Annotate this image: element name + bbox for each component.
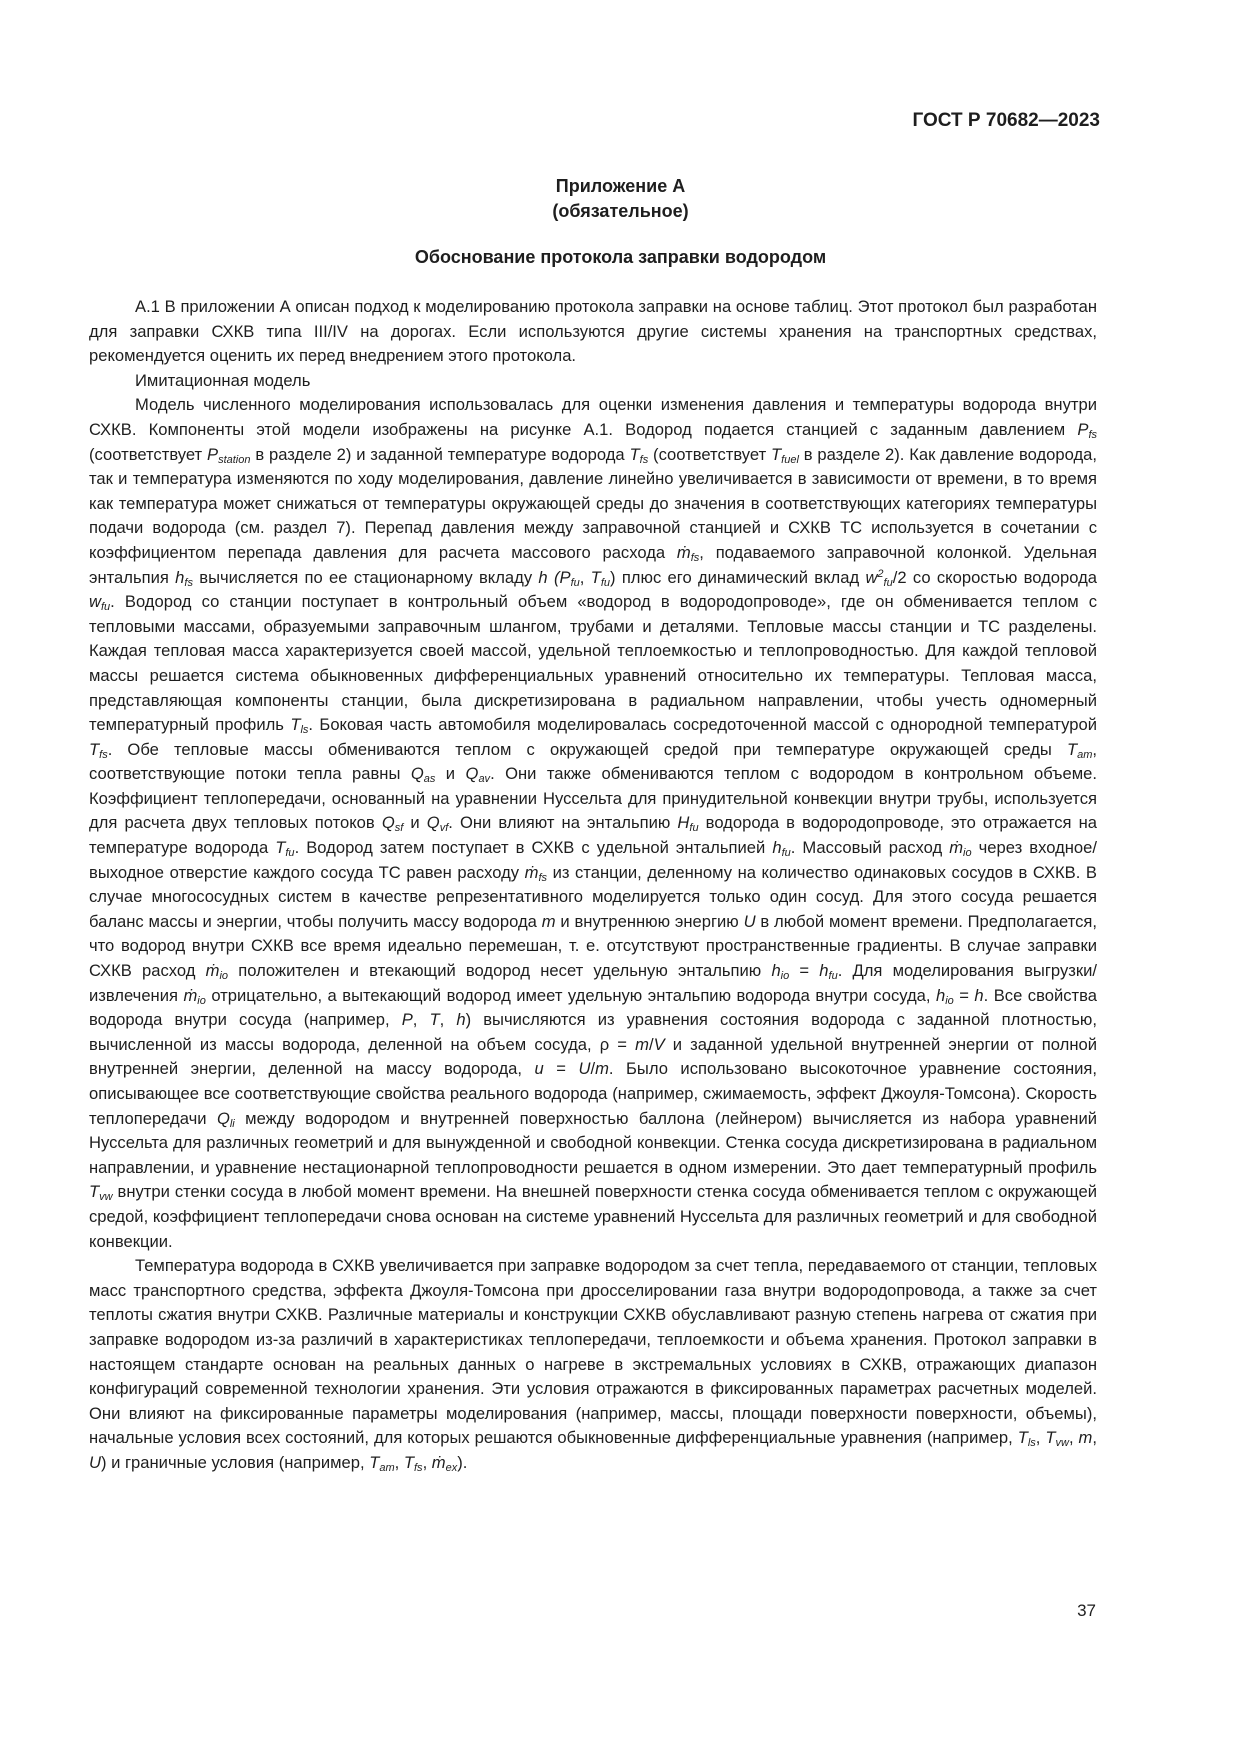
standard-id: ГОСТ Р 70682—2023 (912, 110, 1100, 131)
paragraph: А.1 В приложении А описан подход к моделированию протокола заправки на основе таблиц. Этот протокол был разработан для заправки СХКВ типа III/IV на дорогах. Если используются другие системы хранения на транспортных средствах, рекомендуется оценить их перед внедрением этого протокола. (89, 297, 1097, 366)
page-number: 37 (1077, 1601, 1096, 1620)
appendix-title: Приложение А (555, 176, 686, 196)
body-text (89, 295, 1097, 1476)
section-title: Обоснование протокола заправки водородом (414, 247, 827, 267)
paragraph: Модель численного моделирования использовалась для оценки изменения давления и температуры водорода внутри СХКВ. Компоненты этой модели изображены на рисунке А.1. Водород подается станцией с заданным давлением $P_{fs}$ (соответствует $P_{station}$ в разделе 2) и заданной температуре водорода $T_{fs}$ (соответствует $T_{fuel}$ в разделе 2). Как давление водорода, так и температура изменяются по ходу моделирования, давление линейно увеличивается в зависимости от времени, в то время как температура может снижаться от температуры окружающей среды до значения в соответствующих категориях температуры подачи водорода (см. раздел 7). Перепад давления между заправочной станцией и СХКВ ТС используется в сочетании с коэффициентом перепада давления для расчета массового расхода ṁ$_{fs}$, подаваемого заправочной колонкой. Удельная энтальпия $h_{fs}$ вычисляется по ее стационарному вкладу h ($P_{fu}$, $T_{fu}$) плюс его динамический вклад $w^2_{fu}/2$ со скоростью водорода $w_{fu}$. Водород со станции поступает в контрольный объем «водород в водородопроводе», где он обменивается теплом с тепловыми массами, образуемыми заправочным шлангом, трубами и деталями. Тепловые массы станции и ТС разделены. Каждая тепловая масса характеризуется своей массой, удельной теплоемкостью и теплопроводностью. Для каждой тепловой массы решается система обыкновенных дифференциальных уравнений относительно их температуры. Тепловая масса, представляющая компоненты станции, была дискретизирована в радиальном направлении, чтобы учесть одномерный температурный профиль $T_{ls}$. Боковая часть автомобиля моделировалась сосредоточенной массой с однородной температурой $T_{fs}$. Обе тепловые массы обмениваются теплом с окружающей средой при температуре окружающей среды $T_{am}$, соответствующие потоки тепла равны $Q_{as}$ и $Q_{av}$. Они также обмениваются теплом с водородом в контрольном объеме. Коэффициент теплопередачи, основанный на уравнении Нуссельта для принудительной конвекции внутри трубы, используется для расчета двух тепловых потоков $Q_{sf}$ и $Q_{vf}$. Они влияют на энтальпию $H_{fu}$ водорода в водородопроводе, это отражается на температуре водорода $T_{fu}$. Водород затем поступает в СХКВ с удельной энтальпией $h_{fu}$. Массовый расход ṁ$_{io}$ через входное/выходное отверстие каждого сосуда ТС равен расходу ṁ$_{fs}$ из станции, деленному на количество одинаковых сосудов в СХКВ. В случае многососудных систем в качестве репрезентативного моделируется только один сосуд. Для этого сосуда решается баланс массы и энергии, чтобы получить массу водорода m и внутреннюю энергию U в любой момент времени. Предполагается, что водород внутри СХКВ все время идеально перемешан, т. е. отсутствуют пространственные градиенты. В случае заправки СХКВ расход ṁ$_{io}$ положителен и втекающий водород несет удельную энтальпию $h_{io} = h_{fu}$. Для моделирования выгрузки/извлечения ṁ$_{io}$ отрицательно, а вытекающий водород имеет удельную энтальпию водорода внутри сосуда, $h_{io} = h$. Все свойства водорода внутри сосуда (например, P, T, h) вычисляются из уравнения состояния водорода с заданной плотностью, вычисленной из массы водорода, деленной на объем сосуда, ρ = m/V и заданной удельной внутренней энергии от полной внутренней энергии, деленной на массу водорода, u = U/m. Было использовано высокоточное уравнение состояния, описывающее все соответствующие свойства реального водорода (например, сжимаемость, эффект Джоуля-Томсона). Скорость теплопередачи $Q_{li}$ между водородом и внутренней поверхностью баллона (лейнером) вычисляется из набора уравнений Нуссельта для различных геометрий и для вынужденной и свободной конвекции. Стенка сосуда дискретизирована в радиальном направлении, и уравнение нестационарной теплопроводности решается в одном измерении. Это дает температурный профиль $T_{vw}$ внутри стенки сосуда в любой момент времени. На внешней поверхности стенка сосуда обменивается теплом с окружающей средой, коэффициент теплопередачи снова основан на системе уравнений Нуссельта для различных геометрий и для свободной конвекции. (89, 395, 1098, 1251)
appendix-heading (0, 174, 1241, 224)
appendix-subtitle: (обязательное) (552, 201, 689, 221)
paragraph-subheading: Имитационная модель (135, 370, 311, 390)
paragraph: Температура водорода в СХКВ увеличивается при заправке водородом за счет тепла, передаваемого от станции, тепловых масс транспортного средства, эффекта Джоуля-Томсона при дросселировании газа внутри водородопровода, а также за счет теплоты сжатия внутри СХКВ. Различные материалы и конструкции СХКВ обуславливают разную степень нагрева от сжатия при заправке водородом из-за различий в характеристиках теплопередачи, теплоемкости и объема хранения. Протокол заправки в настоящем стандарте основан на реальных данных о нагреве в экстремальных условиях в СХКВ, отражающих диапазон конфигураций современной технологии хранения. Эти условия отражаются в фиксированных параметрах расчетных моделей. Они влияют на фиксированные параметры моделирования (например, массы, площади поверхности поверхности, объемы), начальные условия всех состояний, для которых решаются обыкновенные дифференциальные уравнения (например, $T_{ls}$, $T_{vw}$, m, U) и граничные условия (например, $T_{am}$, $T_{fs}$, ṁ$_{ex}$). (89, 1256, 1097, 1474)
